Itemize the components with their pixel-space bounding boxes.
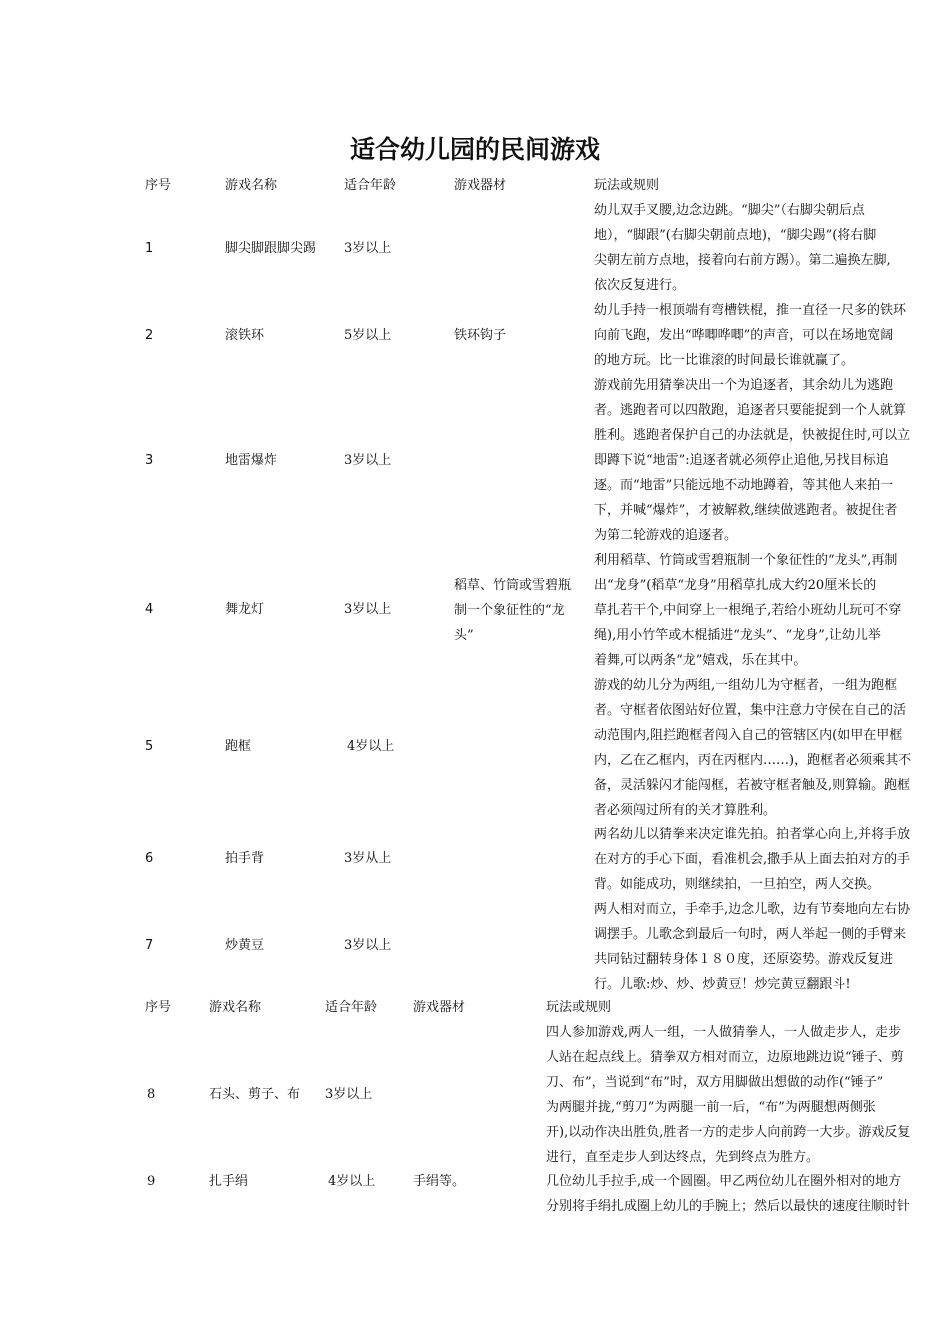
rules-line: 逐。而“地雷”只能远地不动地蹲着，等其他人来拍一: [594, 478, 894, 493]
row-equipment: 手绢等。: [413, 1174, 466, 1189]
rules-line: 刀、布”，当说到“布”时，双方用脚做出想做的动作(“锤子”: [546, 1075, 884, 1090]
row-no: 4: [145, 602, 154, 617]
rules-line: 依次反复进行。: [594, 278, 686, 293]
rules-line: 者。守框者依图站好位置，集中注意力守侯在自己的活: [594, 703, 907, 718]
row-no: 2: [145, 328, 154, 343]
row-no: 1: [145, 241, 154, 256]
rules-line: 者必须闯过所有的关才算胜利。: [594, 803, 777, 818]
rules-line: 几位幼儿手拉手,成一个圆圈。甲乙两位幼儿在圈外相对的地方: [546, 1174, 902, 1189]
header-no: 序号: [145, 1000, 172, 1015]
rules-line: 动范围内,阻拦跑框者闯入自己的管辖区内(如甲在甲框: [594, 728, 903, 743]
row-name: 地雷爆炸: [225, 453, 278, 468]
rules-line: 游戏的幼儿分为两组,一组幼儿为守框者，一组为跑框: [594, 678, 898, 693]
row-age: 3岁以上: [344, 241, 392, 256]
row-rules: [594, 373, 934, 548]
rules-line: 为两腿并拢,“剪刀”为两腿一前一后，“布”为两腿想两侧张: [546, 1100, 876, 1115]
row-name: 扎手绢: [209, 1174, 249, 1189]
rules-line: 备，灵活躲闪才能闯框，若被守框者触及,则算输。跑框: [594, 778, 911, 793]
rules-line: 分别将手绢扎成圈上幼儿的手腕上；然后以最快的速度往顺时针: [546, 1199, 911, 1214]
row-no: 9: [147, 1174, 156, 1189]
row-no: 7: [145, 938, 154, 953]
rules-line: 绳),用小竹竿或木棍插进“龙头”、“龙身”,让幼儿举: [594, 628, 881, 643]
header-age: 适合年龄: [325, 1000, 378, 1015]
row-rules: [594, 198, 934, 298]
header-rules: 玩法或规则: [546, 1000, 612, 1015]
row-no: 5: [145, 739, 154, 754]
rules-line: 人站在起点线上。猜拳双方相对而立，边原地跳边说“锤子、剪: [546, 1050, 904, 1065]
header-equipment: 游戏器材: [413, 1000, 466, 1015]
header-rules: 玩法或规则: [594, 178, 660, 193]
rules-line: 为第二轮游戏的追逐者。: [594, 528, 738, 543]
equipment-line: 头”: [454, 628, 474, 643]
row-name: 舞龙灯: [225, 602, 265, 617]
header-age: 适合年龄: [344, 178, 397, 193]
rules-line: 利用稻草、竹筒或雪碧瓶制一个象征性的“龙头”,再制: [594, 553, 898, 568]
row-rules: [594, 548, 934, 673]
rules-line: 幼儿手持一根顶端有弯槽铁棍，推一直径一尺多的铁环: [594, 303, 907, 318]
rules-line: 共同钻过翻转身体１８０度，还原姿势。游戏反复进: [594, 952, 894, 967]
rules-line: 着舞,可以两条“龙”嬉戏，乐在其中。: [594, 653, 807, 668]
rules-line: 游戏前先用猜拳决出一个为追逐者，其余幼儿为逃跑: [594, 378, 894, 393]
row-no: 8: [147, 1087, 156, 1102]
row-rules: [594, 298, 934, 373]
rules-line: 开),以动作决出胜负,胜者一方的走步人向前跨一大步。游戏反复: [546, 1125, 911, 1140]
row-name: 拍手背: [225, 851, 265, 866]
rules-line: 调摆手。儿歌念到最后一句时，两人举起一侧的手臂来: [594, 927, 907, 942]
header-equipment: 游戏器材: [454, 178, 507, 193]
rules-line: 四人参加游戏,两人一组，一人做猜拳人，一人做走步人，走步: [546, 1025, 902, 1040]
row-rules: [594, 822, 934, 897]
rules-line: 进行，直至走步人到达终点，先到终点为胜方。: [546, 1150, 820, 1165]
header-name: 游戏名称: [209, 1000, 262, 1015]
row-no: 6: [145, 851, 154, 866]
rules-line: 行。儿歌:炒、炒、炒黄豆！炒完黄豆翻跟斗!: [594, 977, 851, 992]
rules-line: 背。如能成功，则继续拍，一旦拍空，两人交换。: [594, 877, 881, 892]
row-age: 4岁以上: [347, 739, 395, 754]
row-rules: [594, 673, 934, 823]
rules-line: 在对方的手心下面，看准机会,撒手从上面去拍对方的手: [594, 852, 911, 867]
rules-line: 下，并喊“爆炸”，才被解救,继续做逃跑者。被捉住者: [594, 503, 898, 518]
rules-line: 向前飞跑，发出“哗唧哗唧”的声音，可以在场地宽阔: [594, 328, 894, 343]
rules-line: 两人相对而立，手牵手,边念儿歌，边有节奏地向左右协: [594, 902, 911, 917]
equipment-line: 制一个象征性的“龙: [454, 603, 565, 618]
row-rules: [594, 897, 934, 997]
rules-line: 地），“脚跟”(右脚尖朝前点地)，“脚尖踢”(将右脚: [594, 228, 877, 243]
rules-line: 内，乙在乙框内，丙在丙框内……)，跑框者必须乘其不: [594, 753, 912, 768]
rules-line: 草扎若干个,中间穿上一根绳子,若给小班幼儿玩可不穿: [594, 603, 902, 618]
row-equipment: 铁环钩子: [454, 328, 507, 343]
row-name: 跑框: [225, 739, 252, 754]
row-name: 脚尖脚跟脚尖踢: [225, 241, 317, 256]
rules-line: 胜利。逃跑者保护自己的办法就是，快被捉住时,可以立: [594, 428, 911, 443]
rules-line: 两名幼儿以猜拳来决定谁先拍。拍者掌心向上,并将手放: [594, 827, 911, 842]
rules-line: 者。逃跑者可以四散跑，追逐者只要能捉到一个人就算: [594, 403, 907, 418]
row-age: 4岁以上: [328, 1174, 376, 1189]
row-name: 滚铁环: [225, 328, 265, 343]
header-name: 游戏名称: [225, 178, 278, 193]
row-rules: [546, 1169, 936, 1219]
row-age: 3岁以上: [344, 938, 392, 953]
row-age: 3岁以上: [325, 1087, 373, 1102]
header-no: 序号: [145, 178, 172, 193]
rules-line: 尖朝左前方点地，接着向右前方踢）。第二遍换左脚,: [594, 253, 891, 268]
equipment-line: 稻草、竹筒或雪碧瓶: [454, 578, 572, 593]
rules-line: 幼儿双手叉腰,边念边跳。“脚尖”（右脚尖朝后点: [594, 203, 865, 218]
page-title: 适合幼儿园的民间游戏: [349, 135, 600, 164]
rules-line: 出“龙身”(稻草“龙身”用稻草扎成大约20厘米长的: [594, 578, 877, 593]
row-age: 3岁以上: [344, 453, 392, 468]
row-age: 5岁以上: [344, 328, 392, 343]
row-rules: [546, 1020, 936, 1170]
row-age: 3岁以上: [344, 602, 392, 617]
rules-line: 即蹲下说“地雷”:追逐者就必须停止追他,另找目标追: [594, 453, 889, 468]
rules-line: 的地方玩。比一比谁滚的时间最长谁就赢了。: [594, 353, 855, 368]
row-name: 炒黄豆: [225, 938, 265, 953]
row-age: 3岁从上: [344, 851, 392, 866]
row-no: 3: [145, 453, 154, 468]
row-name: 石头、剪子、布: [209, 1087, 301, 1102]
row-equipment: [454, 573, 582, 648]
